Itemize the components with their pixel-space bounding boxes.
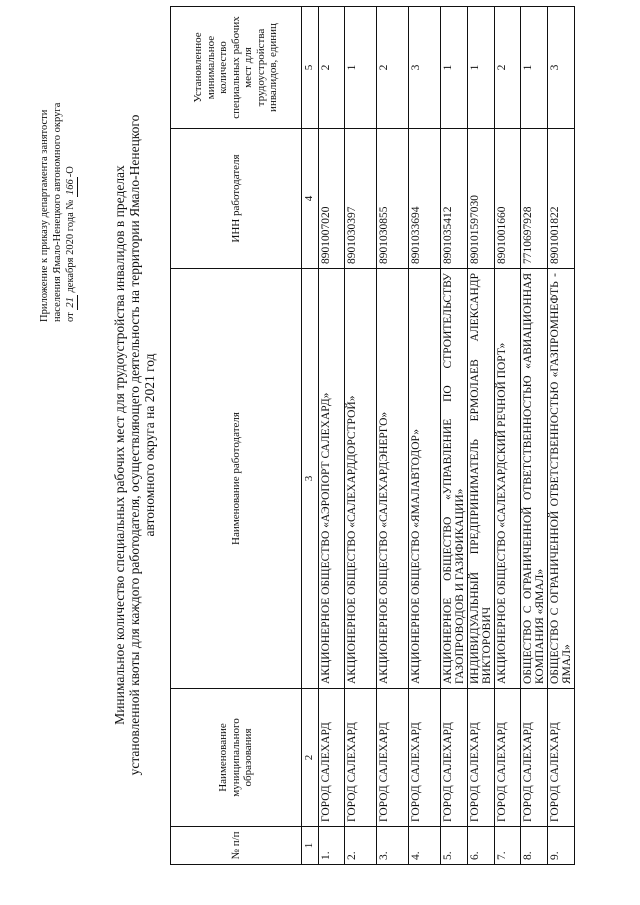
column-number: 4: [302, 129, 319, 269]
municipality-cell: ГОРОД САЛЕХАРД: [548, 689, 575, 827]
inn-cell: 8901033694: [409, 129, 441, 269]
approval-mid: декабря 2020 года №: [65, 199, 76, 293]
inn-cell: 8901030397: [345, 129, 377, 269]
employer-cell: ОБЩЕСТВО С ОГРАНИЧЕННОЙ ОТВЕТСТВЕННОСТЬЮ «АВИАЦИОННАЯ КОМПАНИЯ «ЯМАЛ»: [521, 269, 548, 689]
table-row: [521, 7, 548, 865]
inn-cell: 7710697928: [521, 129, 548, 269]
employer-cell: АКЦИОНЕРНОЕ ОБЩЕСТВО «САЛЕХАРДСКИЙ РЕЧНОЙ ПОРТ»: [495, 269, 521, 689]
inn-cell: 8901007020: [319, 129, 345, 269]
municipality-cell: ГОРОД САЛЕХАРД: [377, 689, 409, 827]
row-number: 2.: [345, 827, 377, 865]
column-number: 3: [302, 269, 319, 689]
table-row: [495, 7, 521, 865]
inn-cell: 8901001660: [495, 129, 521, 269]
municipality-cell: ГОРОД САЛЕХАРД: [468, 689, 495, 827]
column-number-row: [302, 7, 319, 865]
table-header-row: [171, 7, 302, 865]
row-number: 9.: [548, 827, 575, 865]
inn-cell: 890101597030: [468, 129, 495, 269]
approval-block: [38, 22, 78, 322]
table-row: [468, 7, 495, 865]
employer-cell: АКЦИОНЕРНОЕ ОБЩЕСТВО «АЭРОПОРТ САЛЕХАРД»: [319, 269, 345, 689]
municipality-cell: ГОРОД САЛЕХАРД: [409, 689, 441, 827]
quota-count-cell: 2: [377, 7, 409, 129]
inn-cell: 8901035412: [441, 129, 468, 269]
approval-line-3: [64, 22, 78, 322]
quota-table: [170, 6, 575, 865]
column-header: Наименование работодателя: [171, 269, 302, 689]
quota-count-cell: 3: [409, 7, 441, 129]
title-line-1: Минимальное количество специальных рабочих мест для трудоустройства инвалидов в пределах: [112, 165, 127, 725]
quota-count-cell: 2: [319, 7, 345, 129]
row-number: 7.: [495, 827, 521, 865]
column-header: Установленное минимальное количество специальных рабочих мест для трудоустройства инвалидов, единиц: [171, 7, 302, 129]
column-number: 1: [302, 827, 319, 865]
inn-cell: 8901030855: [377, 129, 409, 269]
table-row: [409, 7, 441, 865]
title-line-3: автономного округа на 2021 год: [142, 353, 157, 537]
employer-cell: АКЦИОНЕРНОЕ ОБЩЕСТВО «УПРАВЛЕНИЕ ПО СТРОИТЕЛЬСТВУ ГАЗОПРОВОДОВ И ГАЗИФИКАЦИИ»: [441, 269, 468, 689]
table-row: [345, 7, 377, 865]
municipality-cell: ГОРОД САЛЕХАРД: [521, 689, 548, 827]
approval-line-1: Приложение к приказу департамента занятости: [39, 109, 50, 322]
quota-count-cell: 1: [441, 7, 468, 129]
quota-count-cell: 2: [495, 7, 521, 129]
title-line-2: установленной квоты для каждого работодателя, осуществляющего деятельность на территории Ямало-Ненецкого: [127, 114, 142, 776]
quota-count-cell: 1: [521, 7, 548, 129]
column-header: № п/п: [171, 827, 302, 865]
approval-number: 166: [65, 179, 76, 195]
row-number: 3.: [377, 827, 409, 865]
column-header: ИНН работодателя: [171, 129, 302, 269]
employer-cell: АКЦИОНЕРНОЕ ОБЩЕСТВО «ЯМАЛАВТОДОР»: [409, 269, 441, 689]
column-number: 2: [302, 689, 319, 827]
employer-cell: ИНДИВИДУАЛЬНЫЙ ПРЕДПРИНИМАТЕЛЬ ЕРМОЛАЕВ АЛЕКСАНДР ВИКТОРОВИЧ: [468, 269, 495, 689]
approval-suffix: -О: [65, 166, 76, 178]
table-row: [548, 7, 575, 865]
municipality-cell: ГОРОД САЛЕХАРД: [495, 689, 521, 827]
quota-count-cell: 3: [548, 7, 575, 129]
employer-cell: АКЦИОНЕРНОЕ ОБЩЕСТВО «САЛЕХАРДЭНЕРГО»: [377, 269, 409, 689]
employer-cell: АКЦИОНЕРНОЕ ОБЩЕСТВО «САЛЕХАРДДОРСТРОЙ»: [345, 269, 377, 689]
municipality-cell: ГОРОД САЛЕХАРД: [319, 689, 345, 827]
row-number: 4.: [409, 827, 441, 865]
column-header: Наименование муниципального образования: [171, 689, 302, 827]
quota-count-cell: 1: [468, 7, 495, 129]
municipality-cell: ГОРОД САЛЕХАРД: [345, 689, 377, 827]
row-number: 1.: [319, 827, 345, 865]
row-number: 5.: [441, 827, 468, 865]
table-row: [377, 7, 409, 865]
approval-prefix: от: [65, 312, 76, 322]
row-number: 8.: [521, 827, 548, 865]
inn-cell: 8901001822: [548, 129, 575, 269]
approval-day: 21: [65, 297, 76, 308]
approval-line-2: населения Ямало-Ненецкого автономного округа: [52, 102, 63, 322]
document-title: [112, 45, 157, 845]
employer-cell: ОБЩЕСТВО С ОГРАНИЧЕННОЙ ОТВЕТСТВЕННОСТЬЮ «ГАЗПРОМНЕФТЬ - ЯМАЛ»: [548, 269, 575, 689]
quota-count-cell: 1: [345, 7, 377, 129]
quota-table-wrapper: [170, 7, 575, 865]
municipality-cell: ГОРОД САЛЕХАРД: [441, 689, 468, 827]
table-row: [319, 7, 345, 865]
table-row: [441, 7, 468, 865]
row-number: 6.: [468, 827, 495, 865]
column-number: 5: [302, 7, 319, 129]
